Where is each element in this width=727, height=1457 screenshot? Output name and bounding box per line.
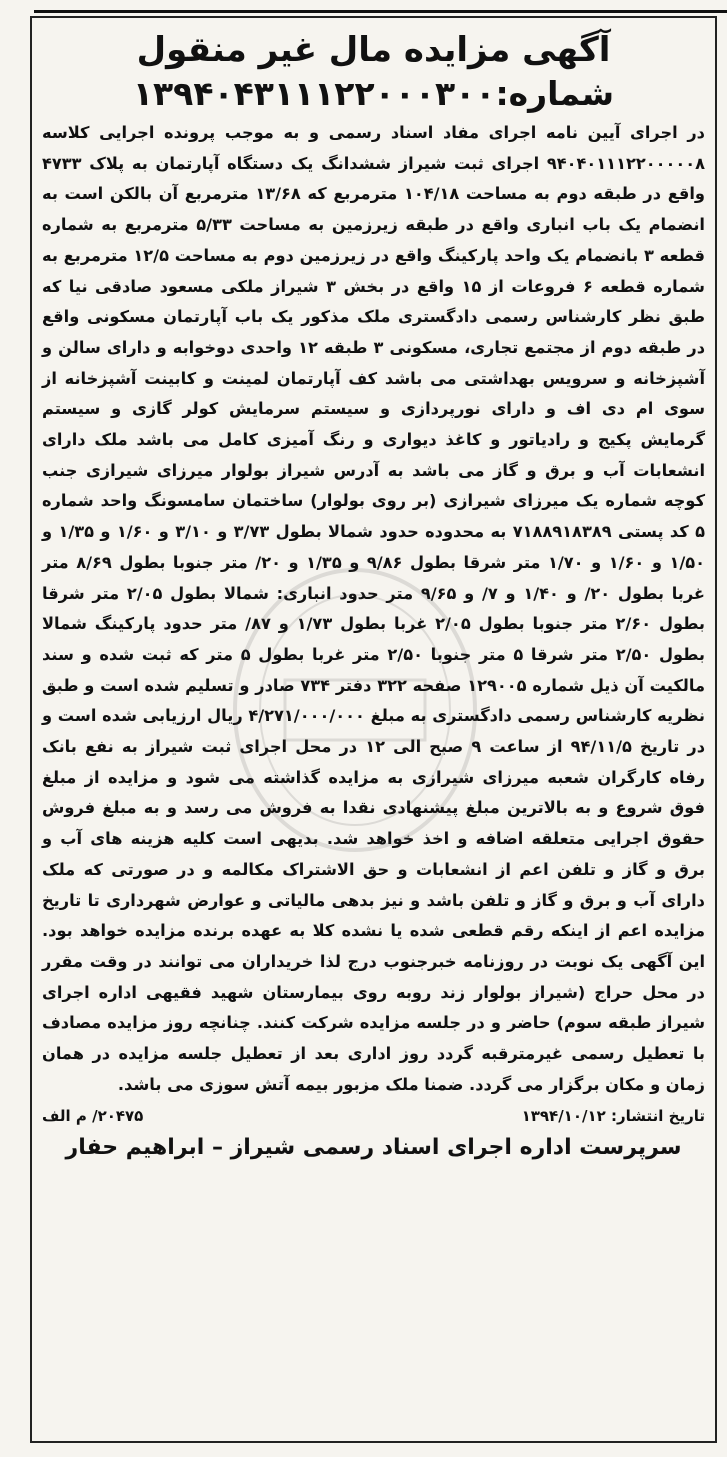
notice-number: شماره:۱۳۹۴۰۴۳۱۱۱۲۲۰۰۰۳۰۰ (132, 74, 615, 113)
ad-code: ۲۰۴۷۵/ م الف (42, 1106, 144, 1125)
top-border-rule (34, 0, 727, 13)
notice-signature: سرپرست اداره اجرای اسناد رسمی شیراز – ابراهیم حفار (65, 1134, 682, 1160)
notice-body: در اجرای آیین نامه اجرای مفاد اسناد رسمی و به موجب پرونده اجرایی کلاسه ۹۴۰۴۰۱۱۱۲۲۰۰۰۰۰۸ اجرای ثبت شیراز ششدانگ یک دستگاه آپارتمان به پلاک ۴۷۳۳ واقع در طبقه دوم به مساحت ۱۰۴/۱۸ مترمربع که ۱۳/۶۸ مترمربع آن بالکن است به انضمام یک باب انباری واقع در طبقه زیرزمین به مساحت ۵/۳۳ مترمربع به شماره قطعه ۳ بانضمام یک واحد پارکینگ واقع در زیرزمین دوم به مساحت ۱۲/۵ مترمربع به شماره قطعه ۶ فروعات از ۱۵ واقع در بخش ۳ شیراز ملکی مسعود صادقی نیا که طبق نظر کارشناس رسمی دادگستری ملک مذکور یک باب آپارتمان مسکونی واقع در طبقه دوم از مجتمع تجاری، مسکونی ۳ طبقه ۱۲ واحدی دوخوابه و دارای سالن و آشپزخانه و سرویس بهداشتی می باشد کف آپارتمان لمینت و کابینت آشپزخانه از سوی ام دی اف و دارای نورپردازی و سیستم سرمایش کولر گازی و سیستم گرمایش پکیج و رادیاتور و کاغذ دیواری و رنگ آمیزی کامل می باشد ملک دارای انشعابات آب و برق و گاز می باشد به آدرس شیراز بولوار میرزای شیرازی جنب کوچه شماره یک میرزای شیرازی (بر روی بولوار) ساختمان سامسونگ واحد شماره ۵ کد پستی ۷۱۸۸۹۱۸۳۸۹ به محدوده حدود شمالا بطول ۳/۷۳ و ۳/۱۰ و ۱/۶۰ و ۱/۳۵ و ۱/۵۰ و ۱/۶۰ و ۱/۷۰ متر شرقا بطول ۹/۸۶ و ۱/۳۵ و ۲۰/ متر جنوبا بطول ۸/۶۹ متر غربا بطول ۲۰/ و ۱/۴۰ و ۷/ و ۹/۶۵ متر حدود انباری: شمالا بطول ۲/۰۵ متر شرقا بطول ۲/۶۰ متر جنوبا بطول ۲/۰۵ غربا بطول ۱/۷۳ و ۸۷/ متر حدود پارکینگ شمالا بطول ۲/۵۰ متر شرقا ۵ متر جنوبا ۲/۵۰ متر غربا بطول ۵ متر که ثبت شده و سند مالکیت آن ذیل شماره ۱۲۹۰۰۵ صفحه ۳۲۲ دفتر ۷۳۴ صادر و تسلیم شده است و طبق نظریه کارشناس رسمی دادگستری به مبلغ ۴/۲۷۱/۰۰۰/۰۰۰ ریال ارزیابی شده است و در تاریخ ۹۴/۱۱/۵ از ساعت ۹ صبح الی ۱۲ در محل اجرای ثبت شیراز به نفع بانک رفاه کارگران شعبه میرزای شیرازی به مزایده گذاشته می شود و مزایده از مبلغ فوق شروع و به بالاترین مبلغ پیشنهادی نقدا به فروش می رسد و به مبلغ فروش حقوق اجرایی متعلقه اضافه و اخذ خواهد شد. بدیهی است کلیه هزینه های آب و برق و گاز و تلفن اعم از انشعابات و حق الاشتراک مکالمه و در صورتی که ملک دارای آب و برق و گاز و تلفن باشد و نیز بدهی مالیاتی و عوارض شهرداری تا تاریخ مزایده اعم از اینکه رقم قطعی شده یا نشده کلا به عهده برنده مزایده خواهد بود. این آگهی یک نوبت در روزنامه خبرجنوب درج لذا خریداران می توانند در وقت مقرر در محل حراج (شیراز بولوار زند روبه روی بیمارستان شهید فقیهی اداره اجرای شیراز طبقه سوم) حاضر و در جلسه مزایده شرکت کنند. چنانچه روز مزایده مصادف با تعطیل رسمی غیرمترقبه گردد روز اداری بعد از تعطیل جلسه مزایده در همان زمان و مکان برگزار می گردد. ضمنا ملک مزبور بیمه آتش سوزی می باشد. (42, 123, 706, 1094)
notice-box (30, 16, 717, 1443)
publish-date: تاریخ انتشار: ۱۳۹۴/۱۰/۱۲ (521, 1106, 705, 1125)
notice-footer (42, 1103, 705, 1129)
notice-title: آگهی مزایده مال غیر منقول (136, 30, 611, 70)
